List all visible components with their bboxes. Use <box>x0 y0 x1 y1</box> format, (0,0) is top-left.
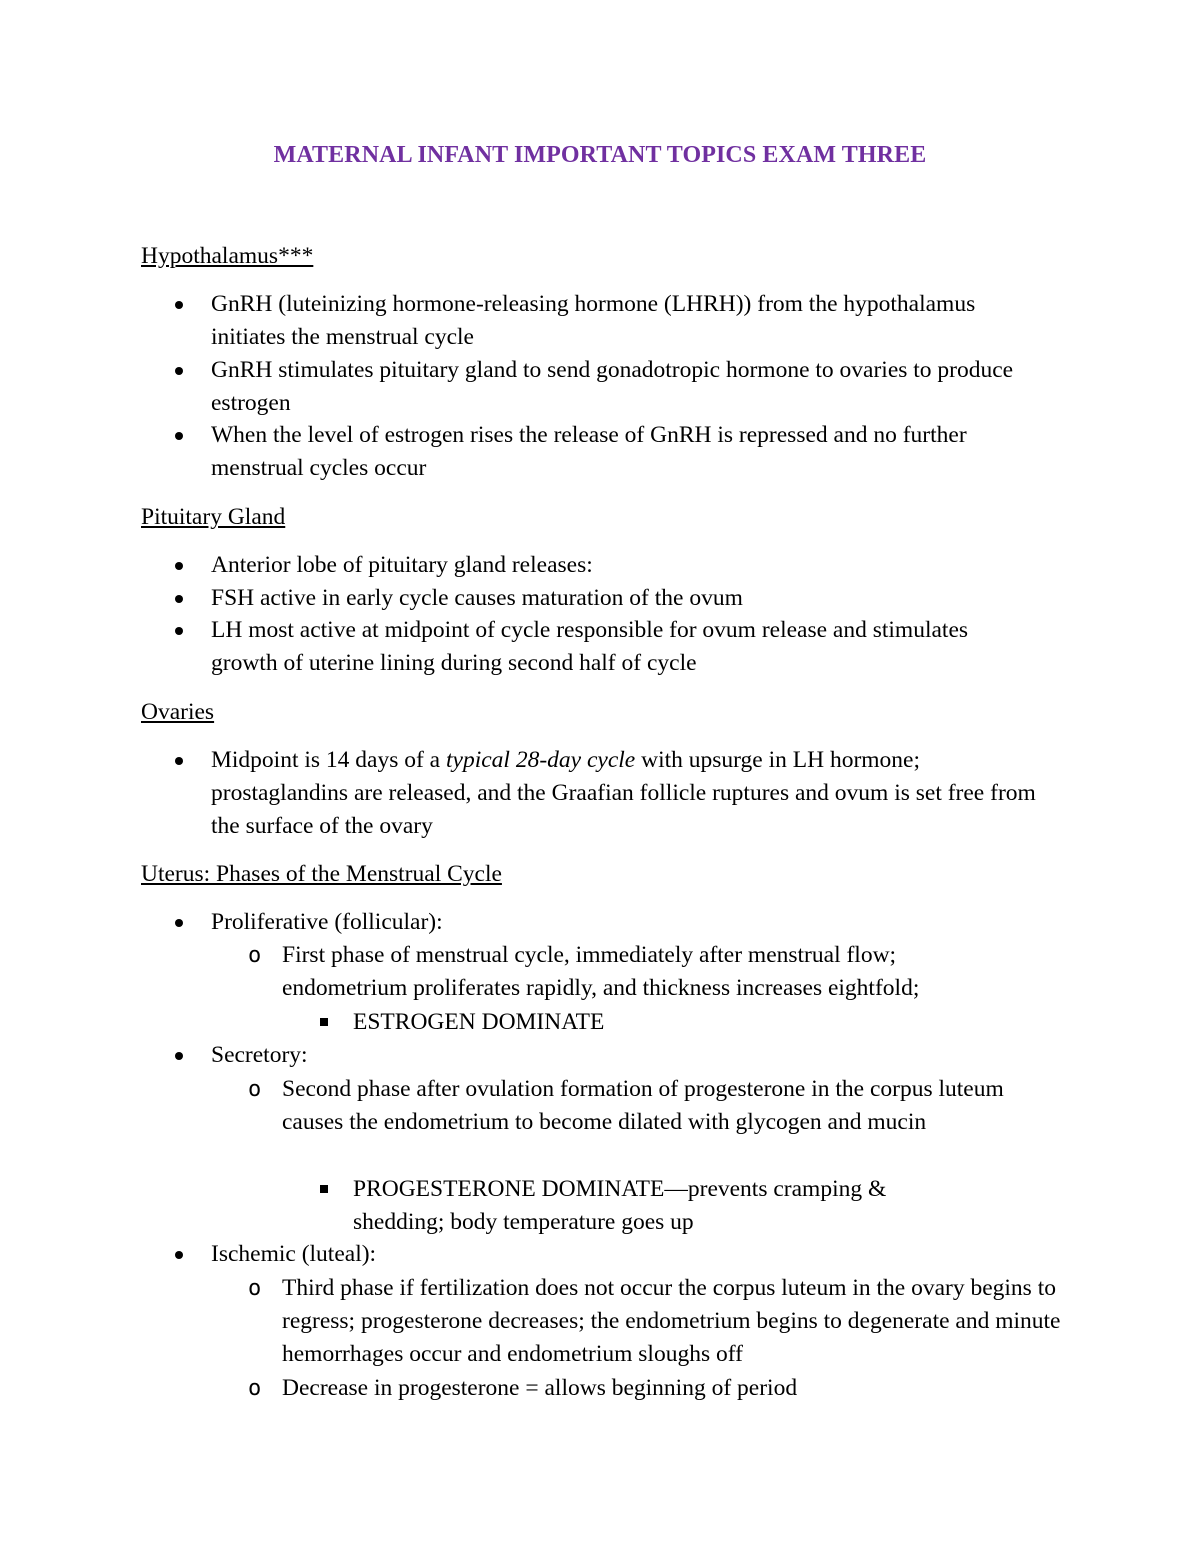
list-item-proliferative: Proliferative (follicular): <box>211 906 1071 939</box>
circle-bullet-icon: o <box>248 1376 262 1401</box>
heading-ovaries: Ovaries <box>141 699 215 725</box>
list-item: GnRH stimulates pituitary gland to send gonadotropic hormone to ovaries to produce estrogen <box>211 354 1051 420</box>
list-item-secretory: Secretory: <box>211 1039 1071 1072</box>
bullet-icon <box>175 1052 183 1060</box>
bullet-icon <box>175 301 183 309</box>
bullet-icon <box>175 627 183 635</box>
sub-item: o First phase of menstrual cycle, immediately after menstrual flow; endometrium proliferates rapidly, and thickness increases eightfold; <box>282 939 1012 1005</box>
square-bullet-icon <box>320 1185 328 1193</box>
circle-bullet-icon: o <box>248 1077 262 1102</box>
sub-sub-item: ESTROGEN DOMINATE <box>353 1006 1073 1039</box>
heading-uterus: Uterus: Phases of the Menstrual Cycle <box>141 861 502 887</box>
bullet-icon <box>175 367 183 375</box>
list-item: FSH active in early cycle causes maturation of the ovum <box>211 582 1071 615</box>
sub-item: o Third phase if fertilization does not occur the corpus luteum in the ovary begins to regress; progesterone decreases; the endometrium begins to degenerate and minute hemorrhages occur and endometrium sloughs off <box>282 1272 1067 1371</box>
page-title: MATERNAL INFANT IMPORTANT TOPICS EXAM THREE <box>273 142 927 168</box>
bullet-icon <box>175 757 183 765</box>
list-item: GnRH (luteinizing hormone-releasing hormone (LHRH)) from the hypothalamus initiates the menstrual cycle <box>211 288 1011 354</box>
circle-bullet-icon: o <box>248 943 262 968</box>
heading-pituitary: Pituitary Gland <box>141 504 286 530</box>
bullet-icon <box>175 595 183 603</box>
sub-item: o Decrease in progesterone = allows beginning of period <box>282 1372 1082 1405</box>
bullet-icon <box>175 1251 183 1259</box>
bullet-icon <box>175 562 183 570</box>
list-item: Midpoint is 14 days of a typical 28-day cycle with upsurge in LH hormone; prostaglandins are released, and the Graafian follicle ruptures and ovum is set free from the surface of the ovary <box>211 744 1051 843</box>
bullet-icon <box>175 432 183 440</box>
sub-sub-item: PROGESTERONE DOMINATE—prevents cramping & shedding; body temperature goes up <box>353 1173 973 1239</box>
circle-bullet-icon: o <box>248 1276 262 1301</box>
list-item: LH most active at midpoint of cycle responsible for ovum release and stimulates growth of uterine lining during second half of cycle <box>211 614 971 680</box>
heading-hypothalamus: Hypothalamus*** <box>141 243 314 269</box>
list-item-ischemic: Ischemic (luteal): <box>211 1238 1071 1271</box>
bullet-icon <box>175 919 183 927</box>
square-bullet-icon <box>320 1018 328 1026</box>
list-item: Anterior lobe of pituitary gland releases: <box>211 549 1071 582</box>
sub-item: o Second phase after ovulation formation of progesterone in the corpus luteum causes the endometrium to become dilated with glycogen and mucin <box>282 1073 1027 1139</box>
list-item: When the level of estrogen rises the release of GnRH is repressed and no further menstrual cycles occur <box>211 419 1011 485</box>
